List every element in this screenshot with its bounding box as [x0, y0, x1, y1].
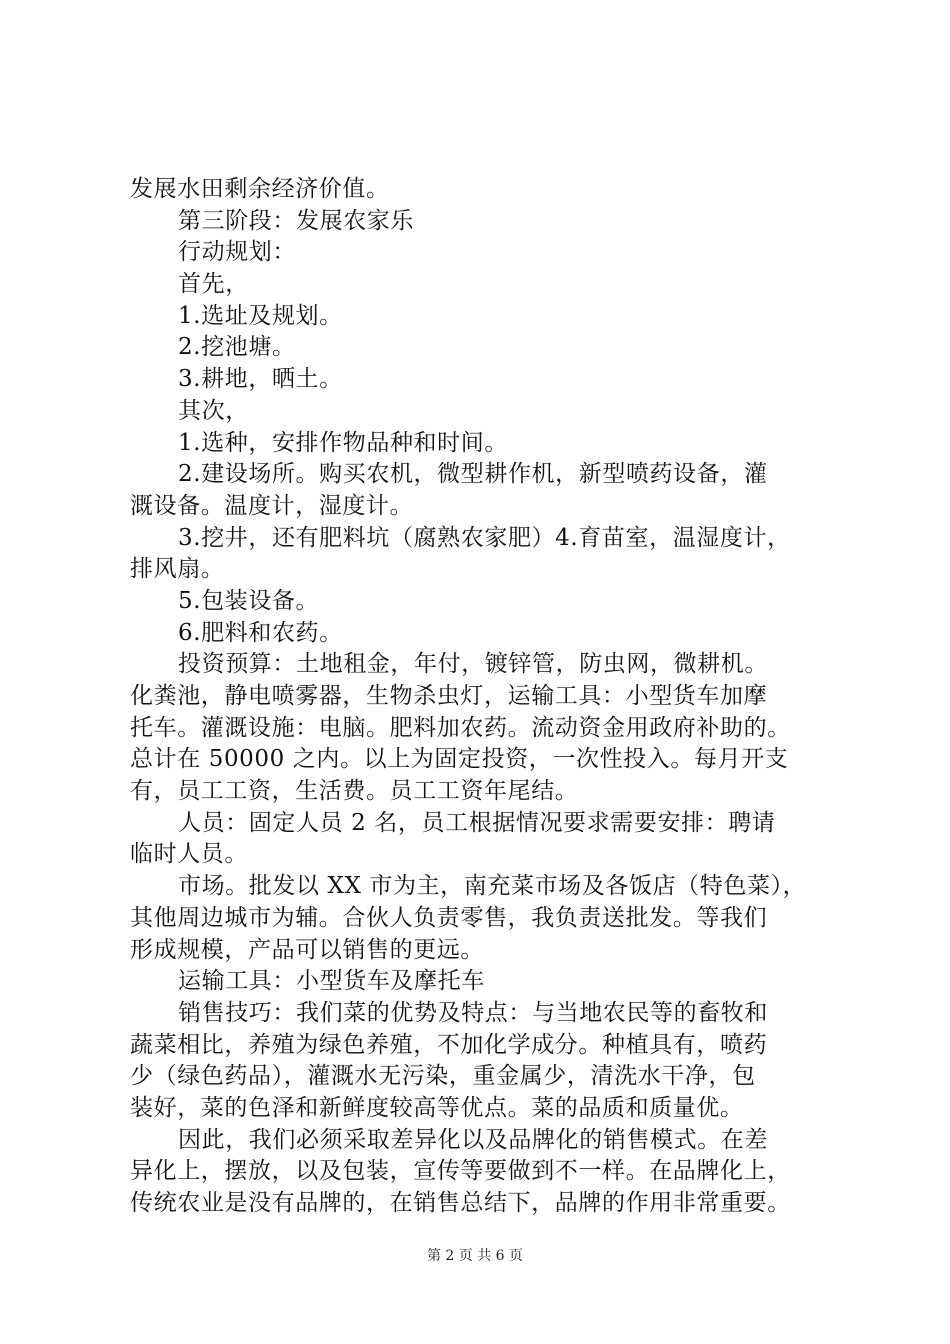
body-line: 投资预算：土地租金，年付，镀锌管，防虫网，微耕机。 — [178, 651, 768, 678]
body-line: 运输工具：小型货车及摩托车 — [178, 968, 485, 995]
body-line: 其次， — [178, 397, 249, 424]
body-line: 总计在 50000 之内。以上为固定投资，一次性投入。每月开支 — [130, 746, 789, 773]
body-line: 3.耕地，晒土。 — [178, 366, 343, 393]
page-footer: 第 2 页 共 6 页 — [426, 1248, 524, 1264]
body-line: 1.选种，安排作物品种和时间。 — [178, 429, 508, 456]
body-line: 传统农业是没有品牌的，在销售总结下，品牌的作用非常重要。 — [130, 1190, 791, 1216]
document-body — [130, 174, 830, 1220]
body-line: 1.选址及规划。 — [178, 302, 343, 329]
body-line: 有，员工工资，生活费。员工工资年尾结。 — [130, 778, 579, 805]
body-line: 装好，菜的色泽和新鲜度较高等优点。菜的品质和质量优。 — [130, 1094, 744, 1121]
body-line: 溉设备。温度计，湿度计。 — [130, 492, 414, 519]
body-line: 少（绿色药品），灌溉水无污染，重金属少，清洗水干净，包 — [130, 1063, 756, 1090]
body-line: 第三阶段：发展农家乐 — [178, 207, 414, 234]
body-line: 异化上，摆放，以及包装，宣传等要做到不一样。在品牌化上， — [130, 1158, 791, 1185]
body-line: 托车。灌溉设施：电脑。肥料加农药。流动资金用政府补助的。 — [130, 714, 791, 741]
body-line: 排风扇。 — [130, 556, 225, 583]
body-line: 因此，我们必须采取差异化以及品牌化的销售模式。在差 — [178, 1126, 768, 1153]
body-line: 市场。批发以 XX 市为主，南充菜市场及各饭店（特色菜）， — [178, 873, 807, 900]
body-line: 行动规划： — [178, 239, 296, 266]
body-line: 5.包装设备。 — [178, 587, 320, 614]
body-line: 人员：固定人员 2 名，员工根据情况要求需要安排：聘请 — [178, 809, 776, 836]
body-line: 6.肥料和农药。 — [178, 619, 343, 646]
body-line: 首先， — [178, 271, 249, 298]
body-line: 形成规模，产品可以销售的更远。 — [130, 936, 484, 963]
body-line: 2.挖池塘。 — [178, 334, 296, 361]
body-line: 2.建设场所。购买农机，微型耕作机，新型喷药设备，灌 — [178, 461, 768, 488]
body-line: 化粪池，静电喷雾器，生物杀虫灯，运输工具：小型货车加摩 — [130, 683, 768, 709]
body-line: 临时人员。 — [130, 841, 248, 868]
body-line: 蔬菜相比，养殖为绿色养殖，不加化学成分。种植具有，喷药 — [130, 1031, 768, 1058]
body-line: 其他周边城市为辅。合伙人负责零售，我负责送批发。等我们 — [130, 904, 768, 931]
body-line: 销售技巧：我们菜的优势及特点：与当地农民等的畜牧和 — [178, 999, 768, 1026]
body-line: 发展水田剩余经济价值。 — [130, 176, 390, 202]
body-line: 3.挖井，还有肥料坑（腐熟农家肥）4.育苗室，温湿度计， — [178, 524, 791, 551]
